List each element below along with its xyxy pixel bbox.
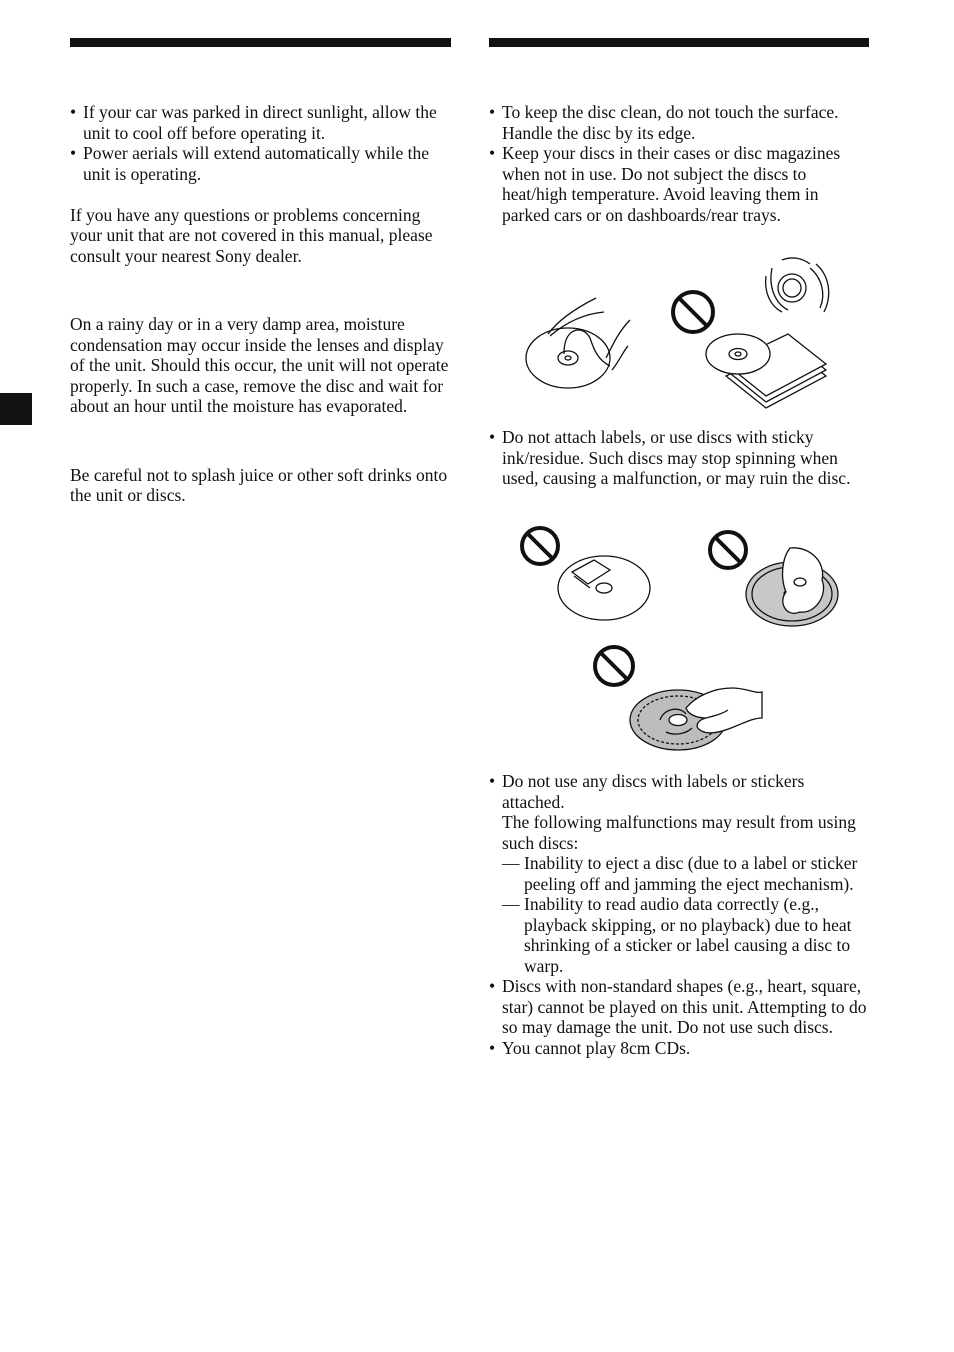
bullet-item: • Discs with non-standard shapes (e.g., heart, square, star) cannot be played on this unit. Attempting to do so may damage the unit. Do not use such discs. bbox=[489, 976, 867, 1037]
disc-handling-illustration bbox=[520, 258, 840, 413]
right-column-labels bbox=[489, 427, 864, 489]
bullet-item: • To keep the disc clean, do not touch the surface. Handle the disc by its edge. bbox=[489, 102, 839, 143]
right-header-rule bbox=[489, 38, 869, 47]
questions-paragraph: If you have any questions or problems concerning your unit that are not covered in this manual, please consult your nearest Sony dealer. bbox=[70, 204, 433, 266]
bullet-item: • If your car was parked in direct sunlight, allow the unit to cool off before operating it. bbox=[70, 102, 437, 143]
sun-icon bbox=[766, 258, 829, 312]
prohibition-icon bbox=[673, 292, 713, 332]
prohibition-icon bbox=[710, 532, 746, 568]
malfunctions-intro: The following malfunctions may result from using such discs: bbox=[502, 812, 856, 853]
left-header-rule bbox=[70, 38, 451, 47]
dash-item: — Inability to eject a disc (due to a label or sticker peeling off and jamming the eject mechanism). bbox=[502, 853, 858, 894]
dash-item: — Inability to read audio data correctly (e.g., playback skipping, or no playback) due to heat shrinking of a sticker or label causing a disc to warp. bbox=[502, 894, 852, 976]
right-column-bottom bbox=[489, 771, 869, 1058]
bullet-item: • Power aerials will extend automatically while the unit is operating. bbox=[70, 143, 430, 184]
right-column-top bbox=[489, 102, 864, 225]
bullet-item: • Do not attach labels, or use discs with sticky ink/residue. Such discs may stop spinning when used, causing a malfunction, or may ruin the disc. bbox=[489, 427, 851, 488]
prohibition-icon bbox=[522, 528, 558, 564]
left-column bbox=[70, 102, 454, 506]
bullet-item: • You cannot play 8cm CDs. bbox=[489, 1037, 691, 1058]
page-edge-tab bbox=[0, 393, 32, 425]
disc-icon bbox=[706, 334, 770, 374]
prohibition-icon bbox=[595, 647, 633, 685]
bullet-item: • Keep your discs in their cases or disc magazines when not in use. Do not subject the discs to heat/high temperature. Avoid leaving them in parked cars or on dashboards/rear trays. bbox=[489, 143, 841, 225]
condensation-paragraph: On a rainy day or in a very damp area, moisture condensation may occur inside the lenses and display of the unit. Should this occur, the unit will not operate properly. In such a case, remove the disc and wait for about an hour until the moisture has evaporated. bbox=[70, 314, 449, 416]
hand-holding-disc bbox=[526, 298, 630, 388]
disc-with-residue bbox=[746, 548, 838, 626]
dash-list bbox=[489, 853, 869, 976]
prohibited-discs-illustration bbox=[510, 522, 850, 752]
disc-with-label bbox=[558, 556, 650, 620]
bullet-item: • Do not use any discs with labels or stickers attached. bbox=[489, 771, 805, 812]
splash-paragraph: Be careful not to splash juice or other soft drinks onto the unit or discs. bbox=[70, 464, 448, 505]
